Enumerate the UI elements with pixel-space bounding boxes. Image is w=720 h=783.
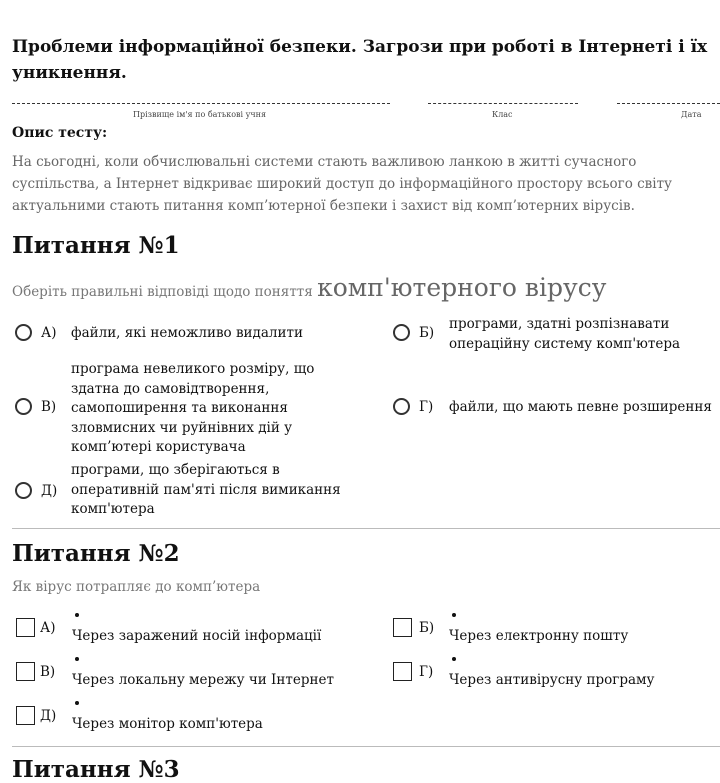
q2-option-v-letter: В): [40, 664, 56, 680]
option-line: операційну систему комп'ютера: [449, 335, 681, 352]
q2-option-a-text: Через заражений носій інформації: [72, 628, 322, 644]
title-line-2: уникнення.: [12, 63, 127, 83]
title-line-1: Проблеми інформаційної безпеки. Загрози при роботі в Інтернеті і їх: [12, 37, 708, 57]
bullet-icon: [75, 613, 79, 617]
q1-option-a-radio[interactable]: [15, 324, 32, 341]
section-divider: [12, 746, 720, 747]
question-3-heading: Питання №3: [12, 756, 180, 783]
q1-option-g-text: [449, 398, 720, 418]
description-line: На сьогодні, коли обчислювальні системи стають важливою ланкою в житті сучасного: [12, 154, 637, 170]
q1-option-d-radio[interactable]: [15, 482, 32, 499]
q1-option-d-letter: Д): [41, 483, 58, 499]
class-field-caption: Клас: [492, 110, 513, 119]
option-line: комп'ютера: [71, 501, 155, 517]
bullet-icon: [452, 657, 456, 661]
description-heading: Опис тесту:: [12, 125, 108, 141]
option-line: самопоширення та виконання: [71, 400, 288, 416]
bullet-icon: [75, 701, 79, 705]
option-line: комп’ютері користувача: [71, 439, 246, 455]
description-line: актуальними стають питання комп’ютерної безпеки і захист від комп’ютерних вірусів.: [12, 198, 635, 214]
q1-option-v-letter: В): [41, 399, 57, 415]
name-field-caption: Прізвище ім'я по батькові учня: [133, 110, 266, 119]
q2-option-b-checkbox[interactable]: [393, 618, 412, 637]
q1-option-g-radio[interactable]: [393, 398, 410, 415]
date-field-line[interactable]: [617, 103, 720, 104]
description-text: [12, 151, 720, 217]
q2-option-d-letter: Д): [40, 708, 57, 724]
q1-option-a-letter: А): [41, 325, 57, 341]
description-line: суспільства, а Інтернет відкриває широкий доступ до інформаційного простору всього світу: [12, 176, 673, 192]
question-1-prompt-term: комп'ютерного вірусу: [317, 273, 607, 302]
q2-option-v-text: Через локальну мережу чи Інтернет: [72, 672, 334, 688]
test-title: [12, 34, 720, 86]
question-2-prompt: Як вірус потрапляє до комп’ютера: [12, 579, 261, 595]
option-line: оперативній пам'яті після вимикання: [71, 481, 341, 498]
question-1-prompt-text: Оберіть правильні відповіді щодо поняття: [12, 284, 318, 300]
option-line: програми, здатні розпізнавати: [449, 316, 670, 332]
option-line: здатна до самовідтворення,: [71, 380, 270, 397]
option-line: файли, які неможливо видалити: [71, 325, 303, 341]
q2-option-d-text: Через монітор комп'ютера: [72, 716, 263, 732]
class-field-line[interactable]: [428, 103, 578, 104]
bullet-icon: [75, 657, 79, 661]
question-1-heading: Питання №1: [12, 232, 180, 259]
q1-option-v-text: [71, 360, 314, 458]
question-1-prompt: [12, 273, 606, 302]
q2-option-g-letter: Г): [419, 664, 434, 680]
option-line: програми, що зберігаються в: [71, 462, 280, 478]
question-2-heading: Питання №2: [12, 540, 180, 567]
q1-option-b-text: [449, 315, 680, 354]
q2-option-v-checkbox[interactable]: [16, 662, 35, 681]
q1-option-g-letter: Г): [419, 399, 434, 415]
option-line: зловмисних чи руйнівних дій у: [71, 419, 293, 436]
option-line: файли, що мають певне розширення: [449, 399, 712, 415]
q2-option-g-checkbox[interactable]: [393, 662, 412, 681]
q1-option-b-letter: Б): [419, 325, 435, 341]
bullet-icon: [452, 613, 456, 617]
option-line: програма невеликого розміру, що: [71, 361, 315, 377]
q1-option-v-radio[interactable]: [15, 398, 32, 415]
date-field-caption: Дата: [681, 110, 702, 119]
q2-option-a-checkbox[interactable]: [16, 618, 35, 637]
q2-option-g-text: Через антивірусну програму: [449, 672, 655, 688]
q2-option-b-text: Через електронну пошту: [449, 628, 629, 644]
q1-option-d-text: [71, 461, 341, 520]
section-divider: [12, 528, 720, 529]
q1-option-a-text: [71, 324, 303, 344]
q1-option-b-radio[interactable]: [393, 324, 410, 341]
q2-option-d-checkbox[interactable]: [16, 706, 35, 725]
name-field-line[interactable]: [12, 103, 390, 104]
q2-option-a-letter: А): [40, 620, 56, 636]
q2-option-b-letter: Б): [419, 620, 435, 636]
